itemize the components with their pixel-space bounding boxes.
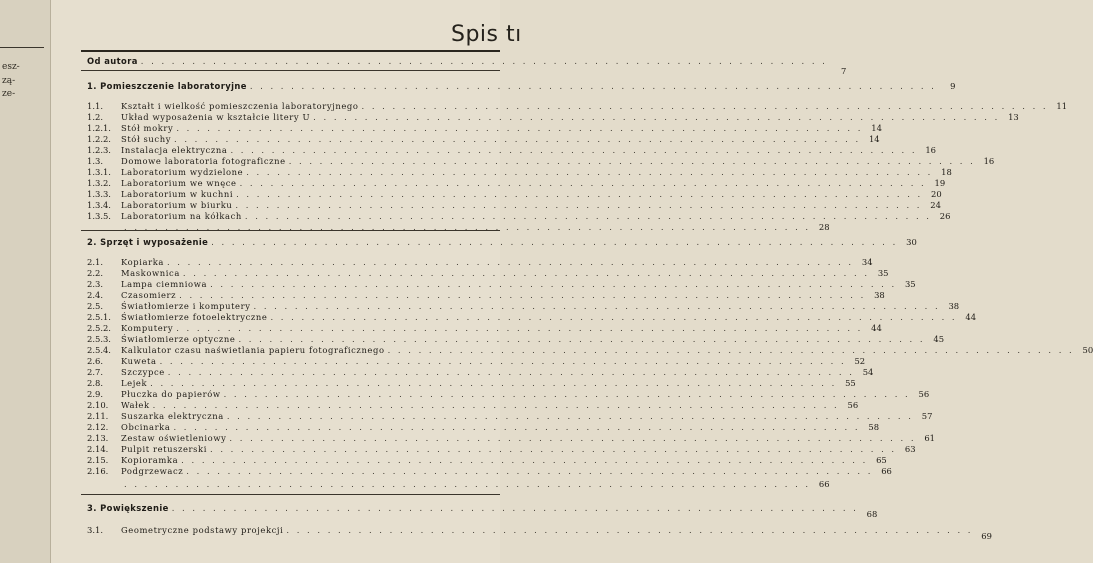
toc-entry-page: 13 [1008,112,1019,122]
toc-entry-number: 2.13. [87,433,109,443]
toc-entry-number: 2.10. [87,400,109,410]
toc-entry-title: Kalkulator czasu naświetlania papieru fotograficznego [121,345,385,355]
toc-entry-page: 69 [981,531,992,541]
toc-entry-title: Suszarka elektryczna [121,411,224,421]
toc-entry-number: 2.14. [87,444,109,454]
toc-entry-title: Czasomierz [121,290,177,300]
toc-entry-title: Światłomierze optyczne [121,334,236,344]
toc-entry-page: 66 [881,466,892,476]
toc-entry-page: 38 [874,290,885,300]
toc-entry-page: 35 [904,279,916,289]
toc-entry-page: 58 [868,422,880,432]
toc-entry-page: 50 [1082,345,1093,355]
toc-entry-title: Szczypce [121,367,165,377]
toc-entry-title: Kuweta [121,356,157,366]
toc-entry-page: 38 [948,301,960,311]
toc-entry-page: 14 [871,123,882,133]
section-divider [81,494,500,495]
toc-entry-number: 1.1. [87,101,103,111]
toc-entry-page: 56 [918,389,930,399]
toc-entry-number: 2.8. [87,378,103,388]
toc-section [87,502,878,519]
toc-entry-number: 1.3.4. [87,200,111,210]
toc-entry-title: Kształt i wielkość pomieszczenia laboratoryjnego [121,101,359,111]
toc-entry-page: 56 [847,400,859,410]
toc-entry-number: 2.2. [87,268,103,278]
toc-entry-title: Domowe laboratoria fotograficzne [121,156,286,166]
toc-entry-page: 55 [845,378,856,388]
toc-section-title: 2. Sprzęt i wyposażenie [87,237,209,247]
toc-entry-page: 19 [934,178,946,188]
toc-entry-title: Układ wyposażenia w kształcie litery U [121,112,311,122]
toc-entry-page: 20 [931,189,942,199]
toc-entry-title: Światłomierze fotoelektryczne [121,312,268,322]
toc-entry [87,524,992,541]
toc-entry-title: Lampa ciemniowa [121,279,208,289]
toc-entry [87,465,892,477]
toc-entry-number: 2.6. [87,356,103,366]
toc-entry-number: 1.3. [87,156,103,166]
toc-entry-number: 2.16. [87,466,109,476]
toc-entry-page: 61 [924,433,935,443]
toc-entry-number: 1.3.5. [87,211,111,221]
toc-entry [87,478,830,490]
left-page-rule [0,47,44,48]
toc-section [87,236,917,249]
toc-entry-number: 2.5.2. [87,323,111,333]
leader-dots [286,524,973,536]
toc-entry-page: 28 [818,222,830,232]
toc-entry-number: 2.5.3. [87,334,111,344]
toc-entry-number: 2.11. [87,411,109,421]
toc-entry-page: 11 [1056,101,1068,111]
toc-entry-page: 35 [877,268,889,278]
toc-entry-page: 34 [861,257,873,267]
toc-section-title: 3. Powiększenie [87,503,169,513]
toc-entry-title: Kopiarka [121,257,164,267]
toc-entry-number: 2.5.1. [87,312,111,322]
toc-entry-title: Laboratorium w kuchni [121,189,234,199]
toc-entry-title: Zestaw oświetleniowy [121,433,227,443]
toc-entry-number: 1.2.2. [87,134,111,144]
toc-section-page: 9 [950,81,956,91]
left-page-fragment: ze- [2,89,16,99]
toc-intro [87,55,847,76]
toc-entry-title: Kopioramka [121,455,179,465]
toc-entry-number: 2.9. [87,389,103,399]
toc-entry-title: Stół suchy [121,134,172,144]
toc-entry-page: 52 [854,356,866,366]
toc-entry-number: 1.3.1. [87,167,111,177]
header-rule [81,50,500,52]
leader-dots [250,80,937,93]
leader-dots [124,478,811,490]
toc-entry-title: Lejek [121,378,148,388]
toc-entry-number: 2.5. [87,301,103,311]
toc-entry-page: 16 [925,145,937,155]
toc-entry-number: 2.12. [87,422,109,432]
toc-intro-title: Od autora [87,56,138,66]
toc-section-title: 1. Pomieszczenie laboratoryjne [87,81,247,91]
toc-entry-number: 2.5.4. [87,345,111,355]
toc-entry-page: 63 [904,444,916,454]
toc-entry-number: 3.1. [87,525,103,535]
leader-dots [172,502,859,515]
toc-entry-page: 26 [939,211,951,221]
toc-entry-title: Laboratorium na kółkach [121,211,242,221]
toc-section-page: 30 [906,237,917,247]
toc-entry-title: Obcinarka [121,422,171,432]
toc-entry-title: Światłomierze i komputery [121,301,251,311]
toc-entry-title: Stół mokry [121,123,174,133]
toc-entry-page: 24 [930,200,941,210]
toc-section [87,80,956,93]
toc-entry-title: Wałek [121,400,150,410]
toc-entry-number: 2.1. [87,257,103,267]
left-page-fragment: zą- [2,76,16,86]
toc-entry-page: 16 [983,156,995,166]
toc-entry-number: 1.2.3. [87,145,111,155]
toc-entry-number: 1.2.1. [87,123,111,133]
toc-entry-page: 14 [868,134,880,144]
toc-entry-title: Laboratorium w biurku [121,200,233,210]
toc-entry-title: Laboratorium we wnęce [121,178,237,188]
toc-entry-number: 2.4. [87,290,103,300]
toc-entry-title: Pulpit retuszerski [121,444,208,454]
toc-entry-title: Maskownica [121,268,180,278]
toc-entry-number: 1.3.2. [87,178,111,188]
toc-entry-title: Podgrzewacz [121,466,184,476]
section-divider [81,230,500,231]
leader-dots [211,236,898,249]
toc-entry-page: 66 [818,479,830,489]
toc-entry-page: 18 [941,167,952,177]
toc-entry-title: Komputery [121,323,174,333]
left-page-fragment: esz- [2,62,20,72]
toc-entry-number: 1.2. [87,112,103,122]
toc-entry [87,221,830,233]
leader-dots [186,465,873,477]
toc-entry-number: 2.7. [87,367,103,377]
toc-entry-title: Instalacja elektryczna [121,145,228,155]
toc-intro-page: 7 [841,66,847,76]
toc-entry-number: 2.3. [87,279,103,289]
toc-entry-page: 57 [921,411,933,421]
toc-entry-page: 54 [862,367,874,377]
toc-entry-title: Płuczka do papierów [121,389,221,399]
toc-entry-page: 44 [965,312,977,322]
toc-section-page: 68 [866,509,878,519]
page-title: Spis tı [451,22,522,47]
leader-dots [124,221,811,233]
toc-entry-number: 1.3.3. [87,189,111,199]
toc-entry-page: 44 [871,323,882,333]
toc-entry-page: 45 [933,334,945,344]
leader-dots [141,55,828,68]
toc-entry-title: Geometryczne podstawy projekcji [121,525,284,535]
section-divider [81,70,500,71]
toc-entry-title: Laboratorium wydzielone [121,167,244,177]
contents-page [51,0,1093,563]
toc-entry-page: 65 [876,455,887,465]
left-page-edge [0,0,51,563]
toc-entry-number: 2.15. [87,455,109,465]
